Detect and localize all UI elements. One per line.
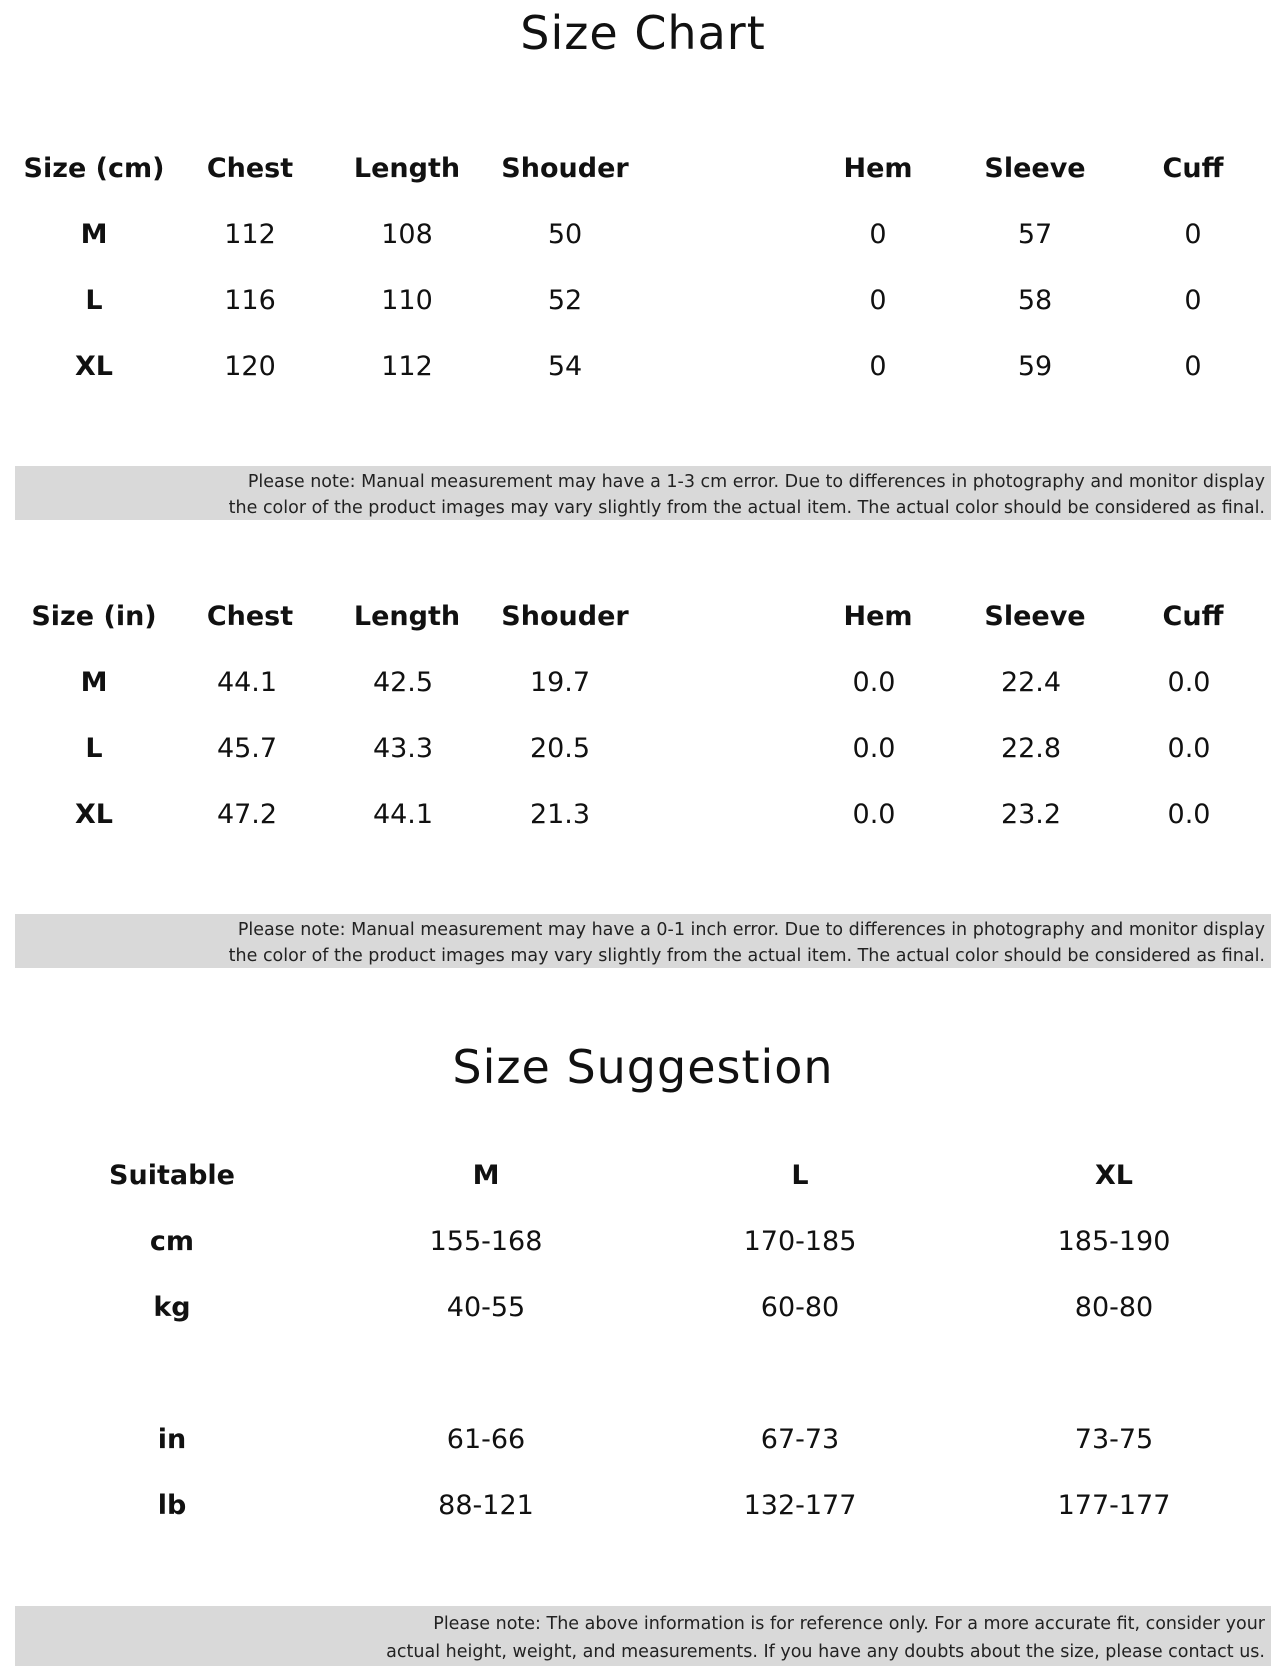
suggestion-xl-cell: 177-177 — [1057, 1490, 1171, 1521]
in-header-chest: Chest — [206, 601, 294, 632]
cm-header-hem: Hem — [843, 153, 913, 184]
in-size-cell: M — [80, 667, 108, 698]
in-header-sleeve: Sleeve — [984, 601, 1086, 632]
cm-sleeve-cell: 57 — [1017, 219, 1053, 250]
in-header-cuff: Cuff — [1162, 601, 1224, 632]
in-length-cell: 43.3 — [372, 733, 434, 764]
in-cuff-cell: 0.0 — [1167, 733, 1211, 764]
suggestion-row-in — [0, 1420, 1286, 1460]
in-hem-cell: 0.0 — [852, 667, 896, 698]
suggestion-row-kg — [0, 1288, 1286, 1328]
suggestion-unit-cell: cm — [149, 1226, 195, 1257]
cm-sleeve-cell: 59 — [1017, 351, 1053, 382]
in-hem-cell: 0.0 — [852, 799, 896, 830]
cm-size-cell: M — [80, 219, 108, 250]
cm-shoulder-cell: 54 — [547, 351, 583, 382]
suggestion-header-xl: XL — [1094, 1160, 1134, 1191]
cm-table-row — [0, 215, 1286, 255]
cm-hem-cell: 0 — [869, 219, 887, 250]
note-line: Please note: Manual measurement may have a 0-1 inch error. Due to differences in photography and monitor display — [237, 920, 1265, 940]
suggestion-unit-cell: kg — [153, 1292, 191, 1323]
cm-table-header-row — [0, 149, 1286, 189]
in-cuff-cell: 0.0 — [1167, 667, 1211, 698]
suggestion-l-cell: 67-73 — [760, 1424, 840, 1455]
cm-size-cell: L — [85, 285, 103, 316]
suggestion-xl-cell: 73-75 — [1074, 1424, 1154, 1455]
in-table-row — [0, 729, 1286, 769]
cm-header-length: Length — [353, 153, 461, 184]
in-chest-cell: 45.7 — [216, 733, 278, 764]
cm-length-cell: 110 — [381, 285, 433, 316]
in-measurement-note — [15, 914, 1271, 968]
note-line: Please note: Manual measurement may have a 1-3 cm error. Due to differences in photography and monitor display — [247, 472, 1265, 492]
in-table-row — [0, 795, 1286, 835]
in-size-cell: XL — [74, 799, 114, 830]
cm-shoulder-cell: 50 — [547, 219, 583, 250]
suggestion-header-m: M — [472, 1160, 500, 1191]
in-header-hem: Hem — [843, 601, 913, 632]
note-line: Please note: The above information is for reference only. For a more accurate fit, consider your — [433, 1614, 1265, 1634]
cm-table-row — [0, 281, 1286, 321]
in-chest-cell: 44.1 — [216, 667, 278, 698]
in-length-cell: 44.1 — [372, 799, 434, 830]
cm-measurement-note — [15, 466, 1271, 520]
cm-header-sleeve: Sleeve — [984, 153, 1086, 184]
cm-cuff-cell: 0 — [1184, 351, 1202, 382]
in-shoulder-cell: 19.7 — [529, 667, 591, 698]
suggestion-unit-cell: in — [157, 1424, 187, 1455]
suggestion-header-suitable: Suitable — [109, 1160, 235, 1191]
in-cuff-cell: 0.0 — [1167, 799, 1211, 830]
cm-header-chest: Chest — [206, 153, 294, 184]
in-sleeve-cell: 22.8 — [1000, 733, 1062, 764]
in-table-row — [0, 663, 1286, 703]
suggestion-xl-cell: 80-80 — [1074, 1292, 1154, 1323]
suggestion-l-cell: 132-177 — [743, 1490, 857, 1521]
cm-sleeve-cell: 58 — [1017, 285, 1053, 316]
in-sleeve-cell: 23.2 — [1000, 799, 1062, 830]
cm-hem-cell: 0 — [869, 285, 887, 316]
suggestion-m-cell: 88-121 — [438, 1490, 534, 1521]
suggestion-l-cell: 170-185 — [743, 1226, 857, 1257]
cm-hem-cell: 0 — [869, 351, 887, 382]
suggestion-row-cm — [0, 1222, 1286, 1262]
in-shoulder-cell: 20.5 — [529, 733, 591, 764]
note-line: actual height, weight, and measurements. If you have any doubts about the size, please contact us. — [386, 1642, 1265, 1662]
suggestion-header-l: L — [791, 1160, 809, 1191]
cm-cuff-cell: 0 — [1184, 219, 1202, 250]
cm-chest-cell: 112 — [224, 219, 276, 250]
in-header-length: Length — [353, 601, 461, 632]
suggestion-unit-cell: lb — [157, 1490, 187, 1521]
cm-length-cell: 112 — [381, 351, 433, 382]
suggestion-note — [15, 1606, 1271, 1666]
cm-length-cell: 108 — [381, 219, 433, 250]
cm-size-cell: XL — [74, 351, 114, 382]
note-line: the color of the product images may vary slightly from the actual item. The actual color should be considered as final. — [228, 498, 1265, 518]
suggestion-xl-cell: 185-190 — [1057, 1226, 1171, 1257]
in-table-header-row — [0, 597, 1286, 637]
in-size-cell: L — [85, 733, 103, 764]
suggestion-header-row — [0, 1156, 1286, 1196]
size-chart-title: Size Chart — [520, 6, 766, 60]
cm-table-row — [0, 347, 1286, 387]
in-shoulder-cell: 21.3 — [529, 799, 591, 830]
suggestion-m-cell: 61-66 — [446, 1424, 526, 1455]
suggestion-m-cell: 40-55 — [446, 1292, 526, 1323]
in-hem-cell: 0.0 — [852, 733, 896, 764]
cm-chest-cell: 116 — [224, 285, 276, 316]
in-length-cell: 42.5 — [372, 667, 434, 698]
cm-header-cuff: Cuff — [1162, 153, 1224, 184]
suggestion-row-lb — [0, 1486, 1286, 1526]
cm-shoulder-cell: 52 — [547, 285, 583, 316]
suggestion-l-cell: 60-80 — [760, 1292, 840, 1323]
cm-header-shoulder: Shouder — [501, 153, 629, 184]
note-line: the color of the product images may vary slightly from the actual item. The actual color should be considered as final. — [228, 946, 1265, 966]
in-header-shoulder: Shouder — [501, 601, 629, 632]
in-header-size: Size (in) — [31, 601, 157, 632]
in-sleeve-cell: 22.4 — [1000, 667, 1062, 698]
cm-cuff-cell: 0 — [1184, 285, 1202, 316]
cm-chest-cell: 120 — [224, 351, 276, 382]
in-chest-cell: 47.2 — [216, 799, 278, 830]
suggestion-m-cell: 155-168 — [429, 1226, 543, 1257]
cm-header-size: Size (cm) — [23, 153, 165, 184]
size-suggestion-title: Size Suggestion — [452, 1040, 834, 1094]
